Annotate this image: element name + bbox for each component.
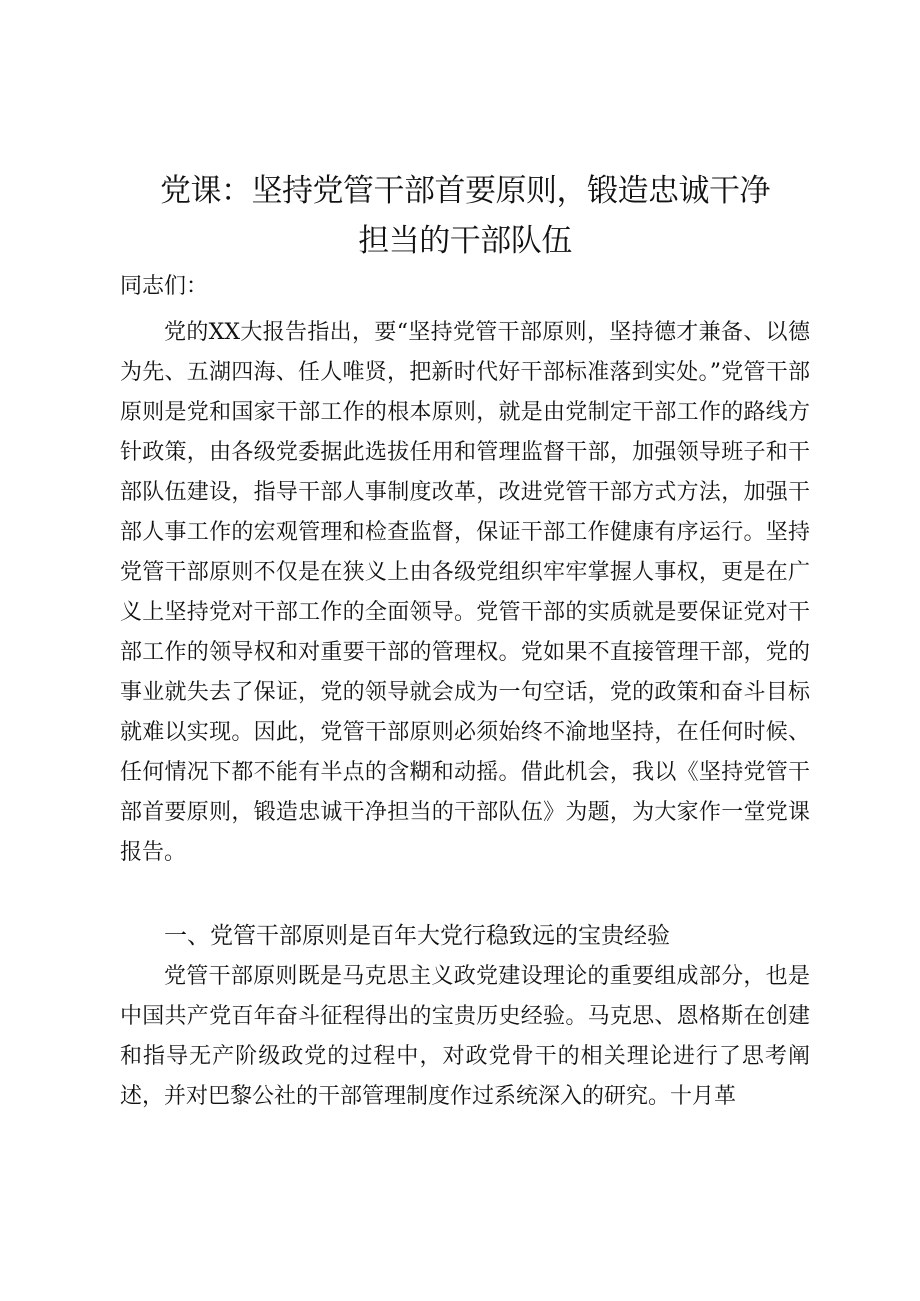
- body-paragraph-2: 党管干部原则既是马克思主义政党建设理论的重要组成部分，也是中国共产党百年奋斗征程得出的宝贵历史经验。马克思、恩格斯在创建和指导无产阶级政党的过程中，对政党骨干的相关理论进行了思考阐述，并对巴黎公社的干部管理制度作过系统深入的研究。十月革: [120, 964, 810, 1109]
- document-title-line-2: 担当的干部队伍: [358, 223, 572, 259]
- body-paragraph-1: 党的XX大报告指出，要“坚持党管干部原则，坚持德才兼备、以德为先、五湖四海、任人唯贤，把新时代好干部标准落到实处。”党管干部原则是党和国家干部工作的根本原则，就是由党制定干部工作的路线方针政策，由各级党委据此选拔任用和管理监督干部，加强领导班子和干部队伍建设，指导干部人事制度改革，改进党管干部方式方法，加强干部人事工作的宏观管理和检查监督，保证干部工作健康有序运行。坚持党管干部原则不仅是在狭义上由各级党组织牢牢掌握人事权，更是在广义上坚持党对干部工作的全面领导。党管干部的实质就是要保证党对干部工作的领导权和对重要干部的管理权。党如果不直接管理干部，党的事业就失去了保证，党的领导就会成为一句空话，党的政策和奋斗目标就难以实现。因此，党管干部原则必须始终不渝地坚持，在任何时候、任何情况下都不能有半点的含糊和动摇。借此机会，我以《坚持党管干部首要原则，锻造忠诚干净担当的干部队伍》为题，为大家作一堂党课报告。: [120, 320, 810, 865]
- greeting: 同志们：: [120, 274, 209, 299]
- document-title-line-1: 党课：坚持党管干部首要原则，锻造忠诚干净: [160, 173, 770, 209]
- section-heading-1: 一、党管干部原则是百年大党行稳致远的宝贵经验: [164, 923, 670, 949]
